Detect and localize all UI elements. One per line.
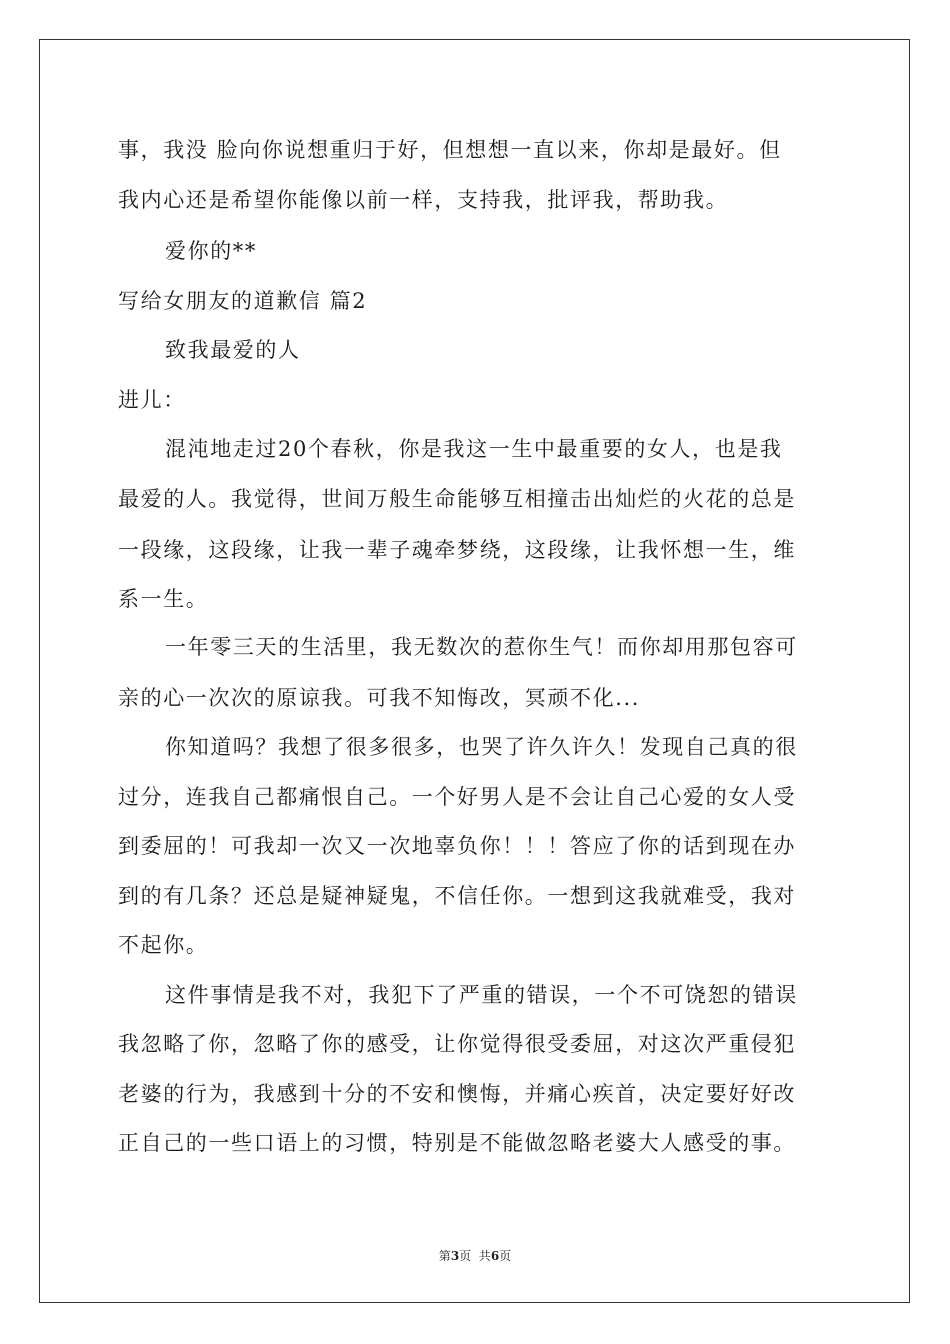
paragraph-line: 正自己的一些口语上的习惯，特别是不能做忽略老婆大人感受的事。	[118, 1131, 796, 1155]
paragraph-line: 到的有几条？还总是疑神疑鬼，不信任你。一想到这我就难受，我对	[118, 884, 796, 908]
page-border	[39, 39, 910, 1303]
paragraph-line: 最爱的人。我觉得，世间万般生命能够互相撞击出灿烂的火花的总是	[118, 487, 796, 511]
salutation: 致我最爱的人	[165, 338, 301, 362]
paragraph-line: 亲的心一次次的原谅我。可我不知悔改，冥顽不化...	[118, 686, 641, 710]
paragraph-line: 混沌地走过20个春秋，你是我这一生中最重要的女人，也是我	[165, 437, 783, 461]
signature-line: 爱你的**	[165, 239, 257, 263]
total-page-count: 6	[490, 1249, 500, 1263]
paragraph-line: 不起你。	[118, 933, 209, 957]
paragraph-line: 到委屈的！可我却一次又一次地辜负你！！！答应了你的话到现在办	[118, 834, 796, 858]
paragraph-line: 老婆的行为，我感到十分的不安和懊悔，并痛心疾首，决定要好好改	[118, 1082, 796, 1106]
current-page-number: 3	[450, 1249, 460, 1263]
page-footer	[0, 1248, 950, 1264]
recipient-line: 进儿：	[118, 388, 186, 412]
text-line: 事，我没 脸向你说想重归于好，但想想一直以来，你却是最好。但	[118, 138, 782, 162]
footer-mid: 页 共	[459, 1249, 491, 1263]
paragraph-line: 这件事情是我不对，我犯下了严重的错误，一个不可饶恕的错误	[165, 983, 798, 1007]
paragraph-line: 一年零三天的生活里，我无数次的惹你生气！而你却用那包容可	[165, 635, 798, 659]
paragraph-line: 我忽略了你，忽略了你的感受，让你觉得很受委屈，对这次严重侵犯	[118, 1032, 796, 1056]
footer-prefix: 第	[438, 1249, 451, 1263]
section-heading: 写给女朋友的道歉信 篇2	[118, 289, 368, 313]
paragraph-line: 一段缘，这段缘，让我一辈子魂牵梦绕，这段缘，让我怀想一生，维	[118, 538, 796, 562]
footer-suffix: 页	[499, 1249, 512, 1263]
paragraph-line: 过分，连我自己都痛恨自己。一个好男人是不会让自己心爱的女人受	[118, 785, 796, 809]
paragraph-line: 你知道吗？我想了很多很多，也哭了许久许久！发现自己真的很	[165, 735, 798, 759]
text-line: 我内心还是希望你能像以前一样，支持我，批评我，帮助我。	[118, 188, 729, 212]
paragraph-line: 系一生。	[118, 587, 209, 611]
